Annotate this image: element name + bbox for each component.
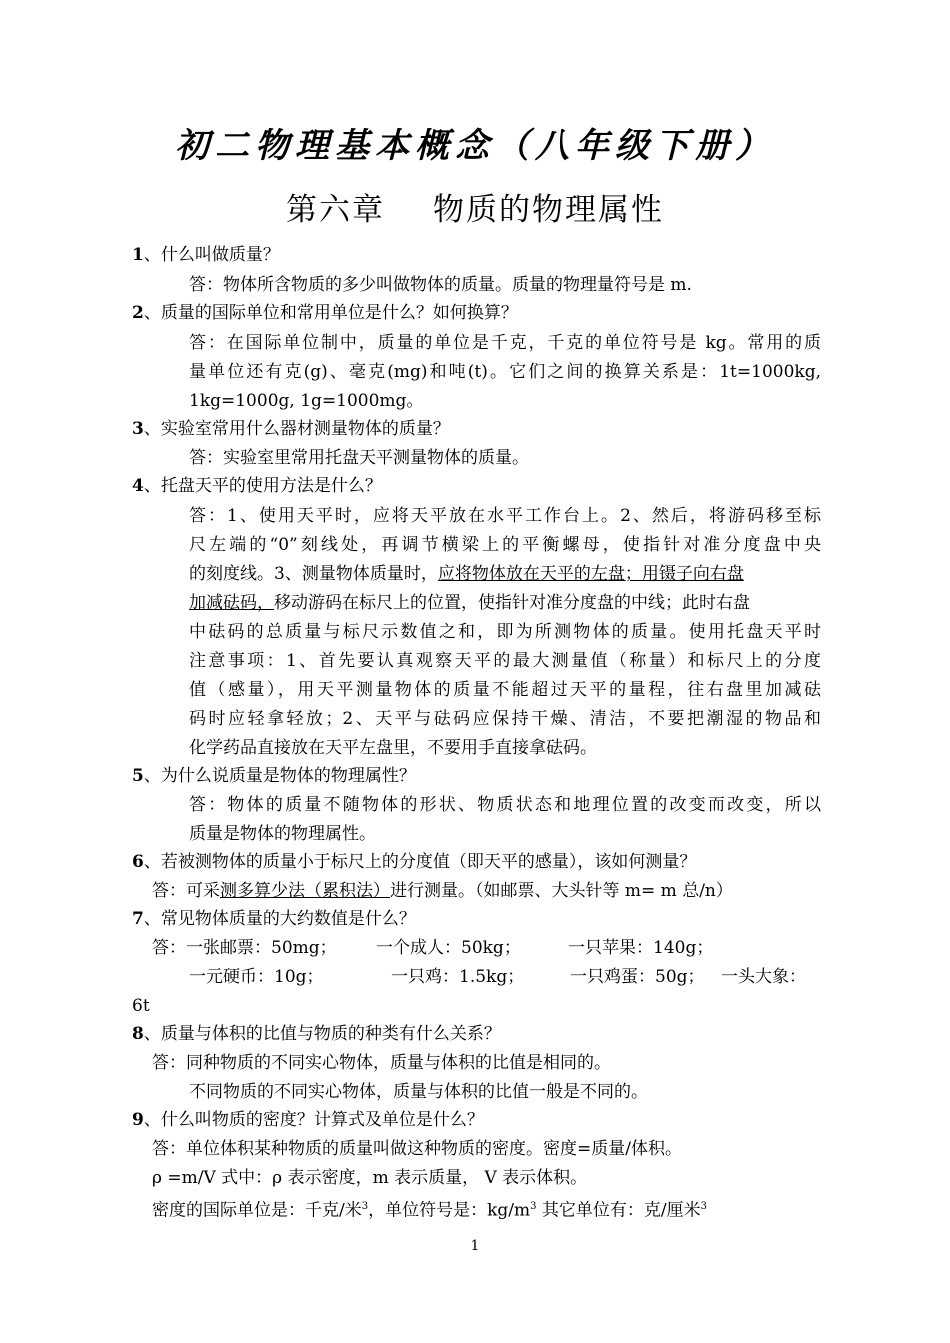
question-4: 4、托盘天平的使用方法是什么？ <box>132 476 382 496</box>
answer-3: 答：实验室里常用托盘天平测量物体的质量。 <box>189 448 529 468</box>
answer-2-line-3: 1kg=1000g, 1g=1000mg。 <box>189 391 424 411</box>
answer-4-line-2: 尺左端的“0”刻线处，再调节横梁上的平衡螺母，使指针对准分度盘中央 <box>189 535 821 555</box>
answer-9-line-3: 密度的国际单位是：千克/米$^3$，单位符号是：$kg/m^3$ 其它单位有：克/厘米$^3$ <box>152 1200 708 1221</box>
question-1: 1、什么叫做质量？ <box>132 245 280 265</box>
answer-7-row-2-item-3: 一只鸡蛋：50g； <box>570 967 705 987</box>
answer-2-line-2: 量单位还有克(g)、毫克(mg)和吨(t)。它们之间的换算关系是：1t=1000kg, <box>189 362 821 382</box>
answer-1: 答：物体所含物质的多少叫做物体的质量。质量的物理量符号是 m. <box>189 275 692 295</box>
question-8: 8、质量与体积的比值与物质的种类有什么关系？ <box>132 1024 501 1044</box>
answer-4-line-5: 中砝码的总质量与标尺示数值之和，即为所测物体的质量。使用托盘天平时 <box>189 622 821 642</box>
question-9: 9、什么叫物质的密度？计算式及单位是什么？ <box>132 1110 484 1130</box>
answer-4-line-4: 加减砝码，移动游码在标尺上的位置，使指针对准分度盘的中线；此时右盘 <box>189 593 750 613</box>
page-number: 1 <box>470 1238 480 1254</box>
answer-7-row-1-item-2: 一个成人：50kg； <box>376 938 521 958</box>
answer-6: 答：可采测多算少法（累积法）进行测量。（如邮票、大头针等 m= m 总/n） <box>152 881 733 901</box>
answer-4-line-1: 答：1、使用天平时，应将天平放在水平工作台上。2、然后，将游码移至标 <box>189 506 821 526</box>
answer-4-line-9: 化学药品直接放在天平左盘里，不要用手直接拿砝码。 <box>189 738 597 758</box>
answer-9-line-2: ρ =m/V 式中：ρ 表示密度，m 表示质量， V 表示体积。 <box>152 1168 588 1188</box>
chapter-name: 物质的物理属性 <box>433 192 664 228</box>
answer-7-row-2-item-1: 一元硬币：10g； <box>189 967 324 987</box>
answer-4-line-8: 码时应轻拿轻放；2、天平与砝码应保持干燥、清洁，不要把潮湿的物品和 <box>189 709 821 729</box>
answer-7-row-1-item-1: 答：一张邮票：50mg； <box>152 938 337 958</box>
answer-7-row-3: 6t <box>132 996 150 1016</box>
answer-5-line-1: 答：物体的质量不随物体的形状、物质状态和地理位置的改变而改变，所以 <box>189 795 821 815</box>
answer-4-line-6: 注意事项：1、首先要认真观察天平的最大测量值（称量）和标尺上的分度 <box>189 651 821 671</box>
chapter-number: 第六章 <box>286 192 385 228</box>
answer-8-line-2: 不同物质的不同实心物体，质量与体积的比值一般是不同的。 <box>189 1082 648 1102</box>
chapter-heading <box>0 184 950 229</box>
answer-4-line-3: 的刻度线。3、测量物体质量时，应将物体放在天平的左盘；用镊子向右盘 <box>189 564 744 584</box>
answer-7-row-1-item-3: 一只苹果：140g； <box>568 938 714 958</box>
answer-7-row-2-item-2: 一只鸡：1.5kg； <box>391 967 525 987</box>
question-3: 3、实验室常用什么器材测量物体的质量？ <box>132 419 450 439</box>
answer-9-line-1: 答：单位体积某种物质的质量叫做这种物质的密度。密度=质量/体积。 <box>152 1139 682 1159</box>
answer-2-line-1: 答：在国际单位制中，质量的单位是千克，千克的单位符号是 kg。常用的质 <box>189 333 821 353</box>
question-2: 2、质量的国际单位和常用单位是什么？如何换算？ <box>132 303 518 323</box>
answer-5-line-2: 质量是物体的物理属性。 <box>189 824 376 844</box>
question-6: 6、若被测物体的质量小于标尺上的分度值（即天平的感量），该如何测量？ <box>132 852 697 872</box>
question-7: 7、常见物体质量的大约数值是什么？ <box>132 909 416 929</box>
question-5: 5、为什么说质量是物体的物理属性？ <box>132 766 416 786</box>
answer-4-line-7: 值（感量），用天平测量物体的质量不能超过天平的量程，往右盘里加减砝 <box>189 680 821 700</box>
answer-7-row-2-item-4: 一头大象： <box>721 967 806 987</box>
answer-8-line-1: 答：同种物质的不同实心物体，质量与体积的比值是相同的。 <box>152 1053 611 1073</box>
document-title: 初二物理基本概念（八年级下册） <box>175 126 775 166</box>
